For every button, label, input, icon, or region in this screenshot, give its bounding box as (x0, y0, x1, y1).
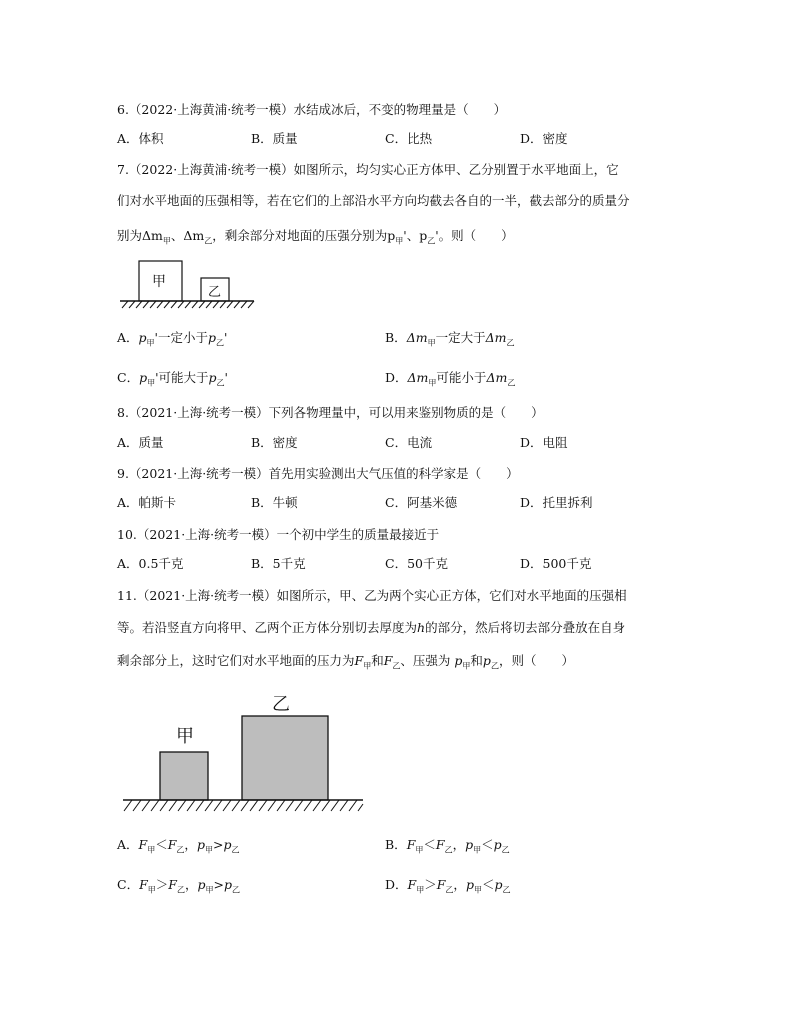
question-7-line-3: 别为$\Delta m_甲$、$\Delta m_乙$，剩余部分对地面的压强分别为$p_甲'$、$p_乙'$。则（ ） (117, 228, 514, 246)
q11-option-c[interactable]: C．$F_甲>F_乙$，$p_甲>p_乙$ (117, 877, 240, 895)
q10-option-a[interactable]: A．0.5千克 (117, 556, 184, 571)
q7-option-a[interactable]: A．$p_甲'$一定小于$p_乙'$ (117, 330, 228, 348)
q11-cube-jia (160, 752, 208, 800)
q9-option-c[interactable]: C．阿基米德 (385, 495, 458, 510)
q6-option-b[interactable]: B．质量 (251, 131, 298, 146)
q10-option-d[interactable]: D．500千克 (520, 556, 592, 571)
q9-option-a[interactable]: A．帕斯卡 (117, 495, 177, 510)
q11-label-yi: 乙 (272, 694, 290, 715)
q11-option-a[interactable]: A．$F_甲<F_乙$，$p_甲>p_乙$ (117, 837, 240, 855)
question-9-text: 9.（2021·上海·统考一模）首先用实验测出大气压值的科学家是（ ） (117, 466, 519, 481)
question-7-line-2: 们对水平地面的压强相等，若在它们的上部沿水平方向均截去各自的一半，截去部分的质量分 (117, 193, 630, 208)
q9-option-b[interactable]: B．牛顿 (251, 495, 298, 510)
q7-ground-hatch (122, 301, 254, 308)
q9-option-d[interactable]: D．托里拆利 (520, 495, 593, 510)
q11-ground-hatch (124, 800, 363, 811)
q11-cube-yi (242, 716, 328, 800)
q11-option-d[interactable]: D．$F_甲>F_乙$，$p_甲<p_乙$ (385, 877, 511, 895)
q10-option-b[interactable]: B．5千克 (251, 556, 306, 571)
q7-label-yi: 乙 (208, 285, 222, 300)
q11-figure (118, 690, 368, 815)
q6-option-d[interactable]: D．密度 (520, 131, 568, 146)
question-7-line-1: 7.（2022·上海黄浦·统考一模）如图所示，均匀实心正方体甲、乙分别置于水平地面上，它 (117, 162, 619, 177)
q7-figure (112, 258, 262, 310)
q7-label-jia: 甲 (152, 274, 166, 290)
q11-label-jia: 甲 (176, 726, 194, 747)
q7-option-b[interactable]: B．$\Delta m_甲$一定大于$\Delta m_乙$ (385, 330, 515, 348)
q6-option-a[interactable]: A．体积 (117, 131, 164, 146)
q8-option-c[interactable]: C．电流 (385, 435, 433, 450)
question-11-line-3: 剩余部分上，这时它们对水平地面的压力为$F_甲$和$F_乙$、压强为 $p_甲$和$p_乙$，则（ ） (117, 653, 574, 671)
q7-option-c[interactable]: C．$p_甲'$可能大于$p_乙'$ (117, 370, 228, 388)
q8-option-b[interactable]: B．密度 (251, 435, 298, 450)
question-8-text: 8.（2021·上海·统考一模）下列各物理量中，可以用来鉴别物质的是（ ） (117, 405, 544, 420)
q11-option-b[interactable]: B．$F_甲<F_乙$，$p_甲<p_乙$ (385, 837, 510, 855)
q6-option-c[interactable]: C．比热 (385, 131, 433, 146)
question-11-line-1: 11.（2021·上海·统考一模）如图所示，甲、乙为两个实心正方体，它们对水平地面的压强相 (117, 588, 627, 603)
q8-option-d[interactable]: D．电阻 (520, 435, 568, 450)
question-10-text: 10.（2021·上海·统考一模）一个初中学生的质量最接近于 (117, 527, 440, 542)
question-11-line-2: 等。若沿竖直方向将甲、乙两个正方体分别切去厚度为h的部分，然后将切去部分叠放在自身 (117, 620, 626, 635)
q8-option-a[interactable]: A．质量 (117, 435, 164, 450)
q7-option-d[interactable]: D．$\Delta m_甲$可能小于$\Delta m_乙$ (385, 370, 516, 388)
q10-option-c[interactable]: C．50千克 (385, 556, 448, 571)
question-6-text: 6.（2022·上海黄浦·统考一模）水结成冰后，不变的物理量是（ ） (117, 102, 507, 117)
